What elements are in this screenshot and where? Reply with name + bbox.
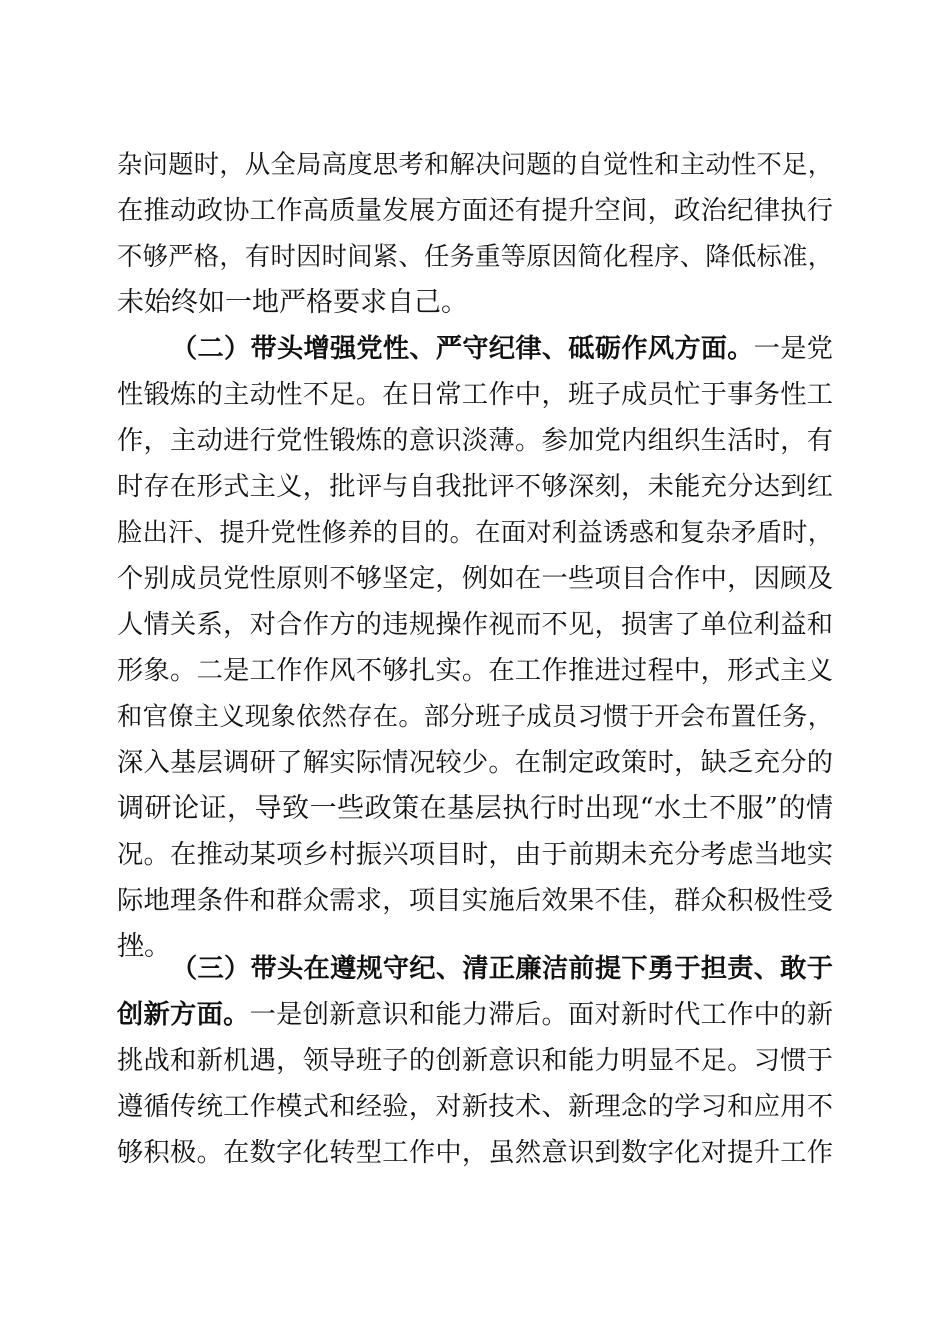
- text-line: 性锻炼的主动性不足。在日常工作中，班子成员忙于事务性工: [117, 380, 833, 410]
- text-line: 深入基层调研了解实际情况较少。在制定政策时，缺乏充分的: [117, 748, 833, 778]
- text-line: 杂问题时，从全局高度思考和解决问题的自觉性和主动性不足，: [117, 150, 833, 179]
- text-span: 一是创新意识和能力滞后。面对新时代工作中的新: [249, 1000, 834, 1030]
- text-line: 时存在形式主义，批评与自我批评不够深刻，未能充分达到红: [117, 472, 833, 502]
- text-line: 作，主动进行党性锻炼的意识淡薄。参加党内组织生活时，有: [117, 426, 833, 456]
- section-two-paragraph: [117, 326, 833, 970]
- text-line: 未始终如一地严格要求自己。: [117, 287, 468, 318]
- text-line: 形象。二是工作作风不够扎实。在工作推进过程中，形式主义: [117, 656, 833, 686]
- text-span: 一是党: [753, 334, 833, 364]
- section-heading-line: [117, 326, 833, 372]
- section-heading-line: [117, 992, 833, 1038]
- text-line: 人情关系，对合作方的违规操作视而不见，损害了单位利益和: [117, 610, 833, 640]
- text-line: 际地理条件和群众需求，项目实施后效果不佳，群众积极性受: [117, 886, 833, 916]
- section-heading: （二）带头增强党性、严守纪律、砥砺作风方面。: [171, 334, 754, 364]
- text-line: 挫。: [117, 931, 171, 962]
- text-line: 和官僚主义现象依然存在。部分班子成员习惯于开会布置任务，: [117, 702, 833, 731]
- text-line: 挑战和新机遇，领导班子的创新意识和能力明显不足。习惯于: [117, 1046, 833, 1076]
- text-line: 遵循传统工作模式和经验，对新技术、新理念的学习和应用不: [117, 1092, 833, 1122]
- text-line: 况。在推动某项乡村振兴项目时，由于前期未充分考虑当地实: [117, 840, 833, 870]
- text-line: 个别成员党性原则不够坚定，例如在一些项目合作中，因顾及: [117, 564, 833, 594]
- section-heading: （三）带头在遵规守纪、清正廉洁前提下勇于担责、敢于: [171, 954, 833, 984]
- text-line: 调研论证，导致一些政策在基层执行时出现“水土不服”的情: [117, 793, 833, 824]
- text-line: 在推动政协工作高质量发展方面还有提升空间，政治纪律执行: [117, 196, 833, 226]
- text-line: 不够严格，有时因时间紧、任务重等原因简化程序、降低标准，: [117, 242, 833, 271]
- paragraph-continuation: [117, 142, 833, 326]
- text-line: 脸出汗、提升党性修养的目的。在面对利益诱惑和复杂矛盾时，: [117, 518, 833, 547]
- section-heading-end: 创新方面。: [117, 1000, 250, 1030]
- text-line: 够积极。在数字化转型工作中，虽然意识到数字化对提升工作: [117, 1138, 833, 1168]
- section-three-paragraph: [117, 946, 833, 1176]
